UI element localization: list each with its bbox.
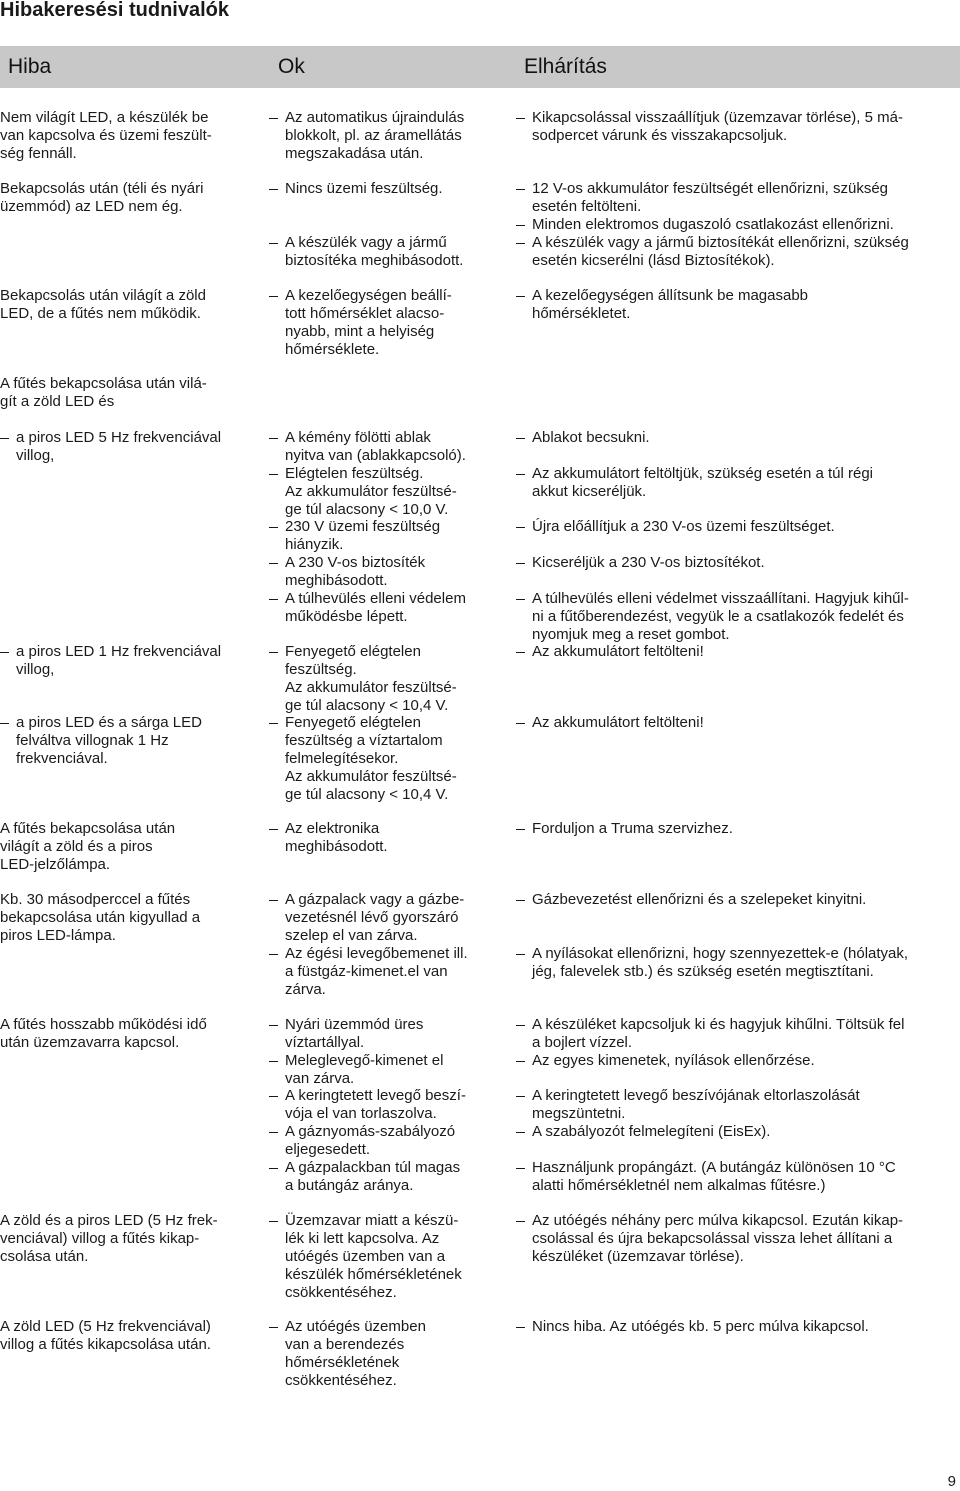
bullet-dash [269,1132,278,1133]
fault-cell: Nem világít LED, a készülék be van kapcsolva és üzemi feszült- ség fennáll. [0,109,212,162]
bullet-dash [0,438,9,439]
bullet-dash [269,599,278,600]
header-elharitas: Elhárítás [524,55,607,78]
remedy-item: A keringtetett levegő beszívójának eltorlaszolását megszüntetni. [532,1087,860,1123]
fault-intro: A fűtés bekapcsolása után vilá- gít a zöld LED és [0,375,207,410]
bullet-dash [269,1096,278,1097]
cause-item: A kémény fölötti ablak nyitva van (ablakkapcsoló). [285,429,466,465]
bullet-dash [516,1025,525,1026]
cause-item: Nyári üzemmód üres víztartállyal. [285,1016,423,1052]
bullet-dash [516,829,525,830]
remedy-item: A szabályozót felmelegíteni (EisEx). [532,1123,770,1141]
remedy-item: Az egyes kimenetek, nyílások ellenőrzése. [532,1052,815,1070]
bullet-dash [516,1168,525,1169]
cause-item: A gáznyomás-szabályozó eljegesedett. [285,1123,455,1159]
bullet-dash [516,189,525,190]
bullet-dash [516,1096,525,1097]
bullet-dash [269,474,278,475]
bullet-dash [0,652,9,653]
cause-item: A túlhevülés elleni védelem működésbe lépett. [285,590,466,626]
cause-item: Az automatikus újraindulás blokkolt, pl. az áramellátás megszakadása után. [285,109,464,163]
bullet-dash [269,527,278,528]
bullet-dash [516,1221,525,1222]
cause-item: A keringtetett levegő beszí- vója el van torlaszolva. [285,1087,466,1123]
remedy-item: A nyílásokat ellenőrizni, hogy szennyezettek-e (hólatyak, jég, falevelek stb.) és szükség esetén megtisztítani. [532,945,908,981]
bullet-dash [0,723,9,724]
fault-sub-item: a piros LED 5 Hz frekvenciával villog, [16,429,221,465]
remedy-item: Kicseréljük a 230 V-os biztosítékot. [532,554,765,572]
bullet-dash [269,438,278,439]
cause-item: Nincs üzemi feszültség. [285,180,443,198]
cause-item: Meleglevegő-kimenet el van zárva. [285,1052,443,1088]
bullet-dash [269,1025,278,1026]
cause-item: A készülék vagy a jármű biztosítéka meghibásodott. [285,234,463,270]
bullet-dash [516,225,525,226]
fault-cell: Bekapcsolás után világít a zöld LED, de a fűtés nem működik. [0,287,206,322]
bullet-dash [269,296,278,297]
cause-item: Üzemzavar miatt a készü- lék ki lett kapcsolva. Az utóégés üzemben van a készülék hőmérsékletének csökkentéséhez. [285,1212,462,1302]
remedy-item: Ablakot becsukni. [532,429,650,447]
fault-sub-item: a piros LED 1 Hz frekvenciával villog, [16,643,221,679]
page-title: Hibakeresési tudnivalók [0,0,229,21]
cause-item: Elégtelen feszültség. Az akkumulátor feszültsé- ge túl alacsony < 10,0 V. [285,465,457,519]
fault-cell: Kb. 30 másodperccel a fűtés bekapcsolása után kigyullad a piros LED-lámpa. [0,891,201,944]
remedy-item: Használjunk propángázt. (A butángáz különösen 10 °C alatti hőmérsékletnél nem alkalmas fűtésre.) [532,1159,896,1195]
bullet-dash [269,1327,278,1328]
table-header [0,46,960,88]
remedy-item: 12 V-os akkumulátor feszültségét ellenőrizni, szükség esetén feltölteni. [532,180,888,216]
remedy-item: A készülék vagy a jármű biztosítékát ellenőrizni, szükség esetén kicserélni (lásd Biztosítékok). [532,234,909,270]
bullet-dash [516,474,525,475]
fault-cell: Bekapcsolás után (téli és nyári üzemmód) az LED nem ég. [0,180,204,215]
bullet-dash [516,1061,525,1062]
bullet-dash [269,1061,278,1062]
cause-item: A 230 V-os biztosíték meghibásodott. [285,554,425,590]
header-hiba: Hiba [8,55,52,78]
remedy-item: Forduljon a Truma szervizhez. [532,820,733,838]
bullet-dash [269,723,278,724]
cause-item: Fenyegető elégtelen feszültség. Az akkumulátor feszültsé- ge túl alacsony < 10,4 V. [285,643,457,715]
remedy-item: A kezelőegységen állítsunk be magasabb hőmérsékletet. [532,287,808,323]
cause-item: A kezelőegységen beállí- tott hőmérséklet alacso- nyabb, mint a helyiség hőmérséklete. [285,287,452,359]
fault-cell: A fűtés hosszabb működési idő után üzemzavarra kapcsol. [0,1016,207,1051]
bullet-dash [516,652,525,653]
bullet-dash [516,563,525,564]
remedy-item: Gázbevezetést ellenőrizni és a szelepeket kinyitni. [532,891,866,909]
cause-item: Fenyegető elégtelen feszültség a víztartalom felmelegítésekor. Az akkumulátor feszültsé- ge túl alacsony < 10,4 V. [285,714,457,804]
bullet-dash [516,723,525,724]
remedy-item: Újra előállítjuk a 230 V-os üzemi feszültséget. [532,518,835,536]
bullet-dash [269,954,278,955]
bullet-dash [269,1168,278,1169]
bullet-dash [516,296,525,297]
fault-cell: A zöld LED (5 Hz frekvenciával) villog a fűtés kikapcsolása után. [0,1318,211,1353]
bullet-dash [516,527,525,528]
bullet-dash [516,1132,525,1133]
fault-cell: A fűtés bekapcsolása után világít a zöld és a piros LED-jelzőlámpa. [0,820,176,873]
cause-item: Az égési levegőbemenet ill. a füstgáz-kimenet.el van zárva. [285,945,468,999]
bullet-dash [516,243,525,244]
bullet-dash [269,189,278,190]
cause-item: A gázpalack vagy a gázbe- vezetésnél lévő gyorszáró szelep el van zárva. [285,891,464,945]
remedy-item: A túlhevülés elleni védelmet visszaállítani. Hagyjuk kihűl- ni a fűtőberendezést, vegyük le a csatlakozók fedelét és nyomjuk meg a reset gombot. [532,590,909,644]
bullet-dash [269,118,278,119]
cause-item: 230 V üzemi feszültség hiányzik. [285,518,440,554]
remedy-item: Kikapcsolással visszaállítjuk (üzemzavar törlése), 5 má- sodpercet várunk és visszakapcsoljuk. [532,109,903,145]
remedy-item: Az utóégés néhány perc múlva kikapcsol. Ezután kikap- csolással és újra bekapcsolással vissza lehet állítani a készüléket (üzemzavar törlése). [532,1212,903,1266]
cause-item: Az utóégés üzemben van a berendezés hőmérsékletének csökkentéséhez. [285,1318,426,1390]
bullet-dash [516,954,525,955]
bullet-dash [269,563,278,564]
bullet-dash [269,652,278,653]
remedy-item: A készüléket kapcsoljuk ki és hagyjuk kihűlni. Töltsük fel a bojlert vízzel. [532,1016,904,1052]
fault-cell: A zöld és a piros LED (5 Hz frek- venciával) villog a fűtés kikap- csolása után. [0,1212,218,1265]
bullet-dash [516,1327,525,1328]
remedy-item: Az akkumulátort feltöltjük, szükség esetén a túl régi akkut kicseréljük. [532,465,873,501]
header-ok: Ok [278,55,305,78]
bullet-dash [516,900,525,901]
bullet-dash [516,438,525,439]
remedy-item: Nincs hiba. Az utóégés kb. 5 perc múlva kikapcsol. [532,1318,869,1336]
bullet-dash [269,243,278,244]
remedy-item: Minden elektromos dugaszoló csatlakozást ellenőrizni. [532,216,894,234]
remedy-item: Az akkumulátort feltölteni! [532,643,704,661]
cause-item: A gázpalackban túl magas a butángáz aránya. [285,1159,460,1195]
bullet-dash [269,829,278,830]
bullet-dash [269,900,278,901]
remedy-item: Az akkumulátort feltölteni! [532,714,704,732]
bullet-dash [516,118,525,119]
bullet-dash [269,1221,278,1222]
page-number: 9 [947,1473,956,1490]
cause-item: Az elektronika meghibásodott. [285,820,388,856]
fault-sub-item: a piros LED és a sárga LED felváltva villognak 1 Hz frekvenciával. [16,714,202,768]
bullet-dash [516,599,525,600]
